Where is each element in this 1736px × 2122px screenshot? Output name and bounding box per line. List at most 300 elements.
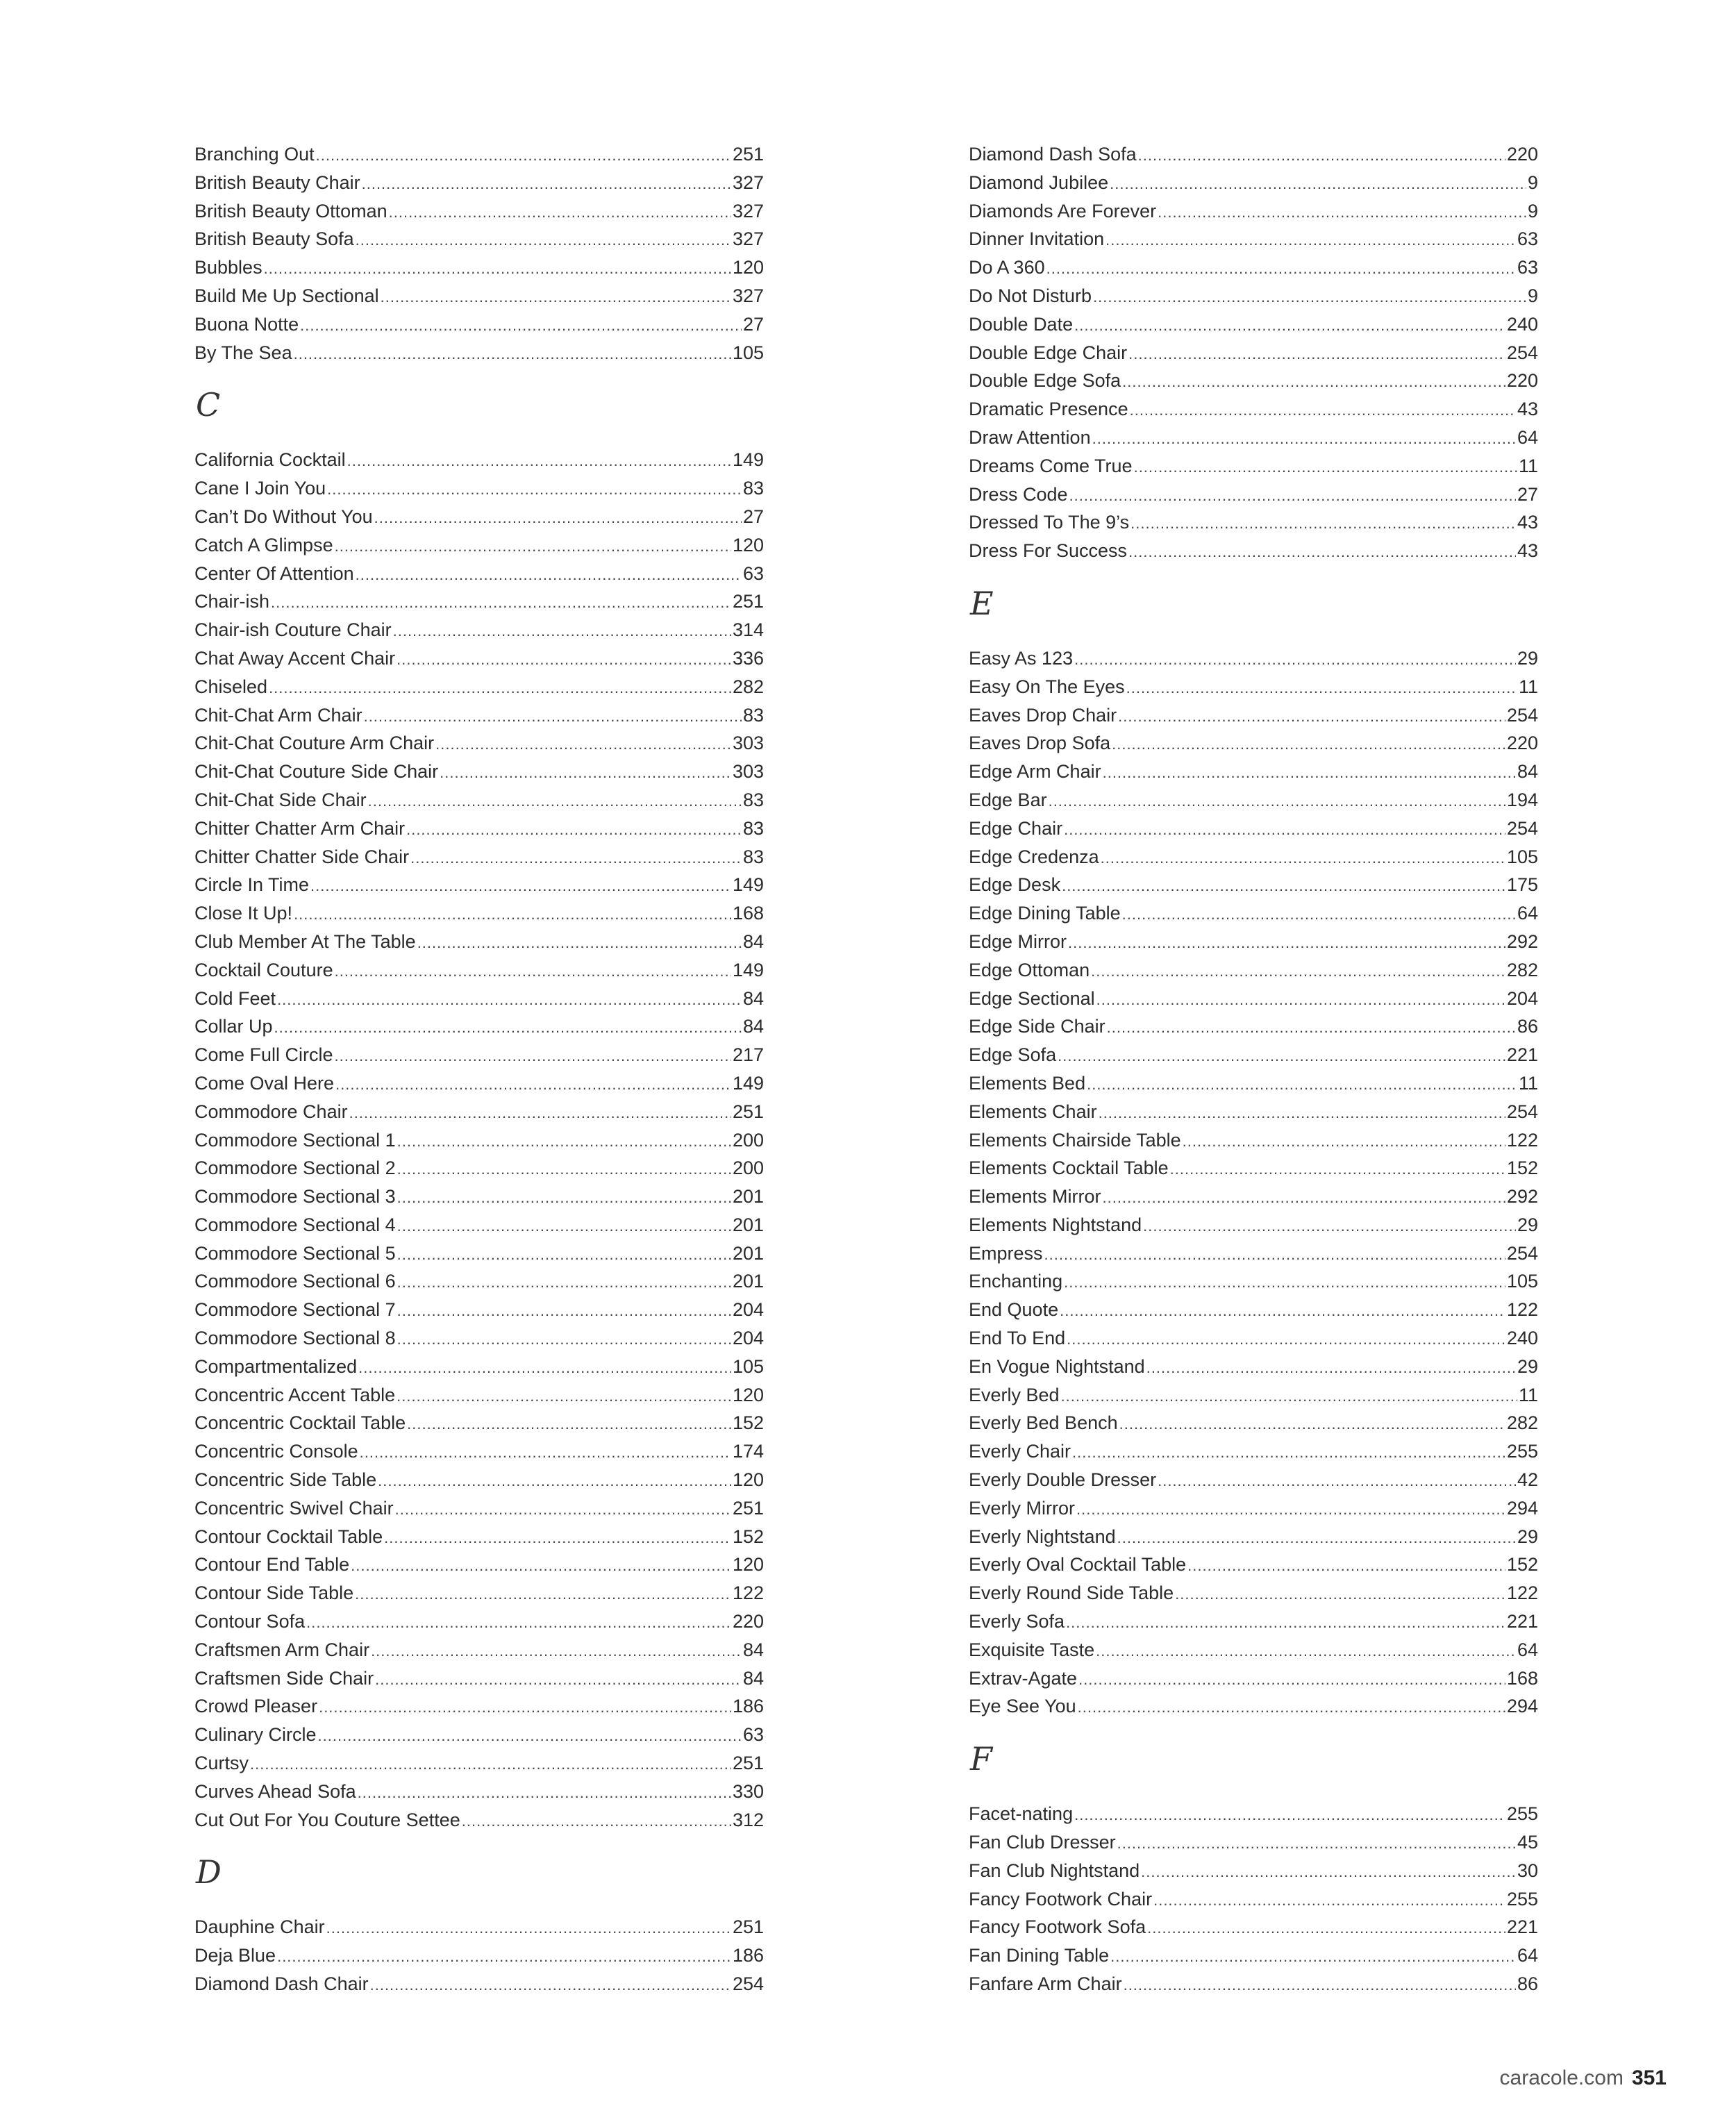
entry-page: 86	[1517, 1973, 1538, 1995]
entry-page: 84	[742, 1639, 764, 1660]
entry-page: 303	[732, 733, 764, 754]
dot-leader	[397, 1296, 731, 1324]
entry-title: British Beauty Chair	[194, 172, 360, 193]
entry-page: 314	[732, 619, 764, 641]
entry-page: 149	[732, 874, 764, 896]
entry-title: Chair-ish Couture Chair	[194, 619, 392, 641]
entry-title: Edge Side Chair	[969, 1016, 1105, 1037]
entry-title: Craftsmen Arm Chair	[194, 1639, 370, 1660]
dot-leader	[1101, 843, 1505, 871]
entry-title: Build Me Up Sectional	[194, 285, 379, 306]
index-column-right	[969, 140, 1538, 1998]
entry-page: 168	[732, 903, 764, 924]
entry-title: Cane I Join You	[194, 478, 326, 499]
entry-page: 27	[742, 313, 764, 335]
dot-leader	[347, 446, 731, 474]
dot-leader	[316, 140, 731, 169]
entry-page: 149	[732, 959, 764, 980]
entry-page: 255	[1506, 1441, 1538, 1462]
dot-leader	[335, 956, 731, 985]
index-entry	[969, 1381, 1538, 1410]
dot-leader	[397, 1267, 731, 1296]
index-entry	[969, 899, 1538, 928]
dot-leader	[440, 758, 731, 786]
entry-title: Diamond Jubilee	[969, 172, 1109, 193]
dot-leader	[269, 673, 731, 701]
entry-title: Everly Oval Cocktail Table	[969, 1554, 1187, 1576]
entry-title: Concentric Cocktail Table	[194, 1412, 406, 1434]
entry-title: Elements Chairside Table	[969, 1129, 1181, 1151]
entry-title: End Quote	[969, 1299, 1059, 1321]
entry-title: Commodore Sectional 7	[194, 1299, 396, 1321]
dot-leader	[306, 1607, 731, 1636]
entry-page: 221	[1506, 1916, 1538, 1938]
dot-leader	[294, 339, 731, 367]
index-entry	[969, 1098, 1538, 1126]
index-entry	[194, 1069, 764, 1098]
dot-leader	[1117, 1523, 1516, 1551]
index-entry	[969, 1324, 1538, 1353]
section-letter: F	[970, 1740, 992, 1778]
index-entry	[194, 1494, 764, 1523]
entry-title: Easy As 123	[969, 647, 1074, 669]
index-entry	[194, 1749, 764, 1778]
dot-leader	[274, 1012, 742, 1041]
dot-leader	[1078, 1664, 1505, 1693]
dot-leader	[1110, 1941, 1516, 1970]
dot-leader	[1124, 1970, 1516, 1998]
entry-page: 303	[732, 761, 764, 783]
index-entry	[969, 169, 1538, 197]
entry-page: 27	[742, 506, 764, 527]
index-entry	[969, 985, 1538, 1013]
dot-leader	[375, 1664, 742, 1693]
dot-leader	[1122, 899, 1516, 928]
entry-page: 204	[732, 1299, 764, 1321]
index-entry	[194, 1353, 764, 1381]
entry-page: 186	[732, 1696, 764, 1717]
entry-page: 200	[732, 1129, 764, 1151]
entry-page: 9	[1527, 285, 1538, 306]
dot-leader	[1091, 956, 1505, 985]
entry-title: Chit-Chat Couture Side Chair	[194, 761, 439, 783]
entry-title: Dreams Come True	[969, 455, 1133, 476]
entry-title: Edge Mirror	[969, 930, 1067, 952]
entry-page: 84	[742, 1016, 764, 1037]
dot-leader	[1147, 1913, 1505, 1941]
entry-title: Fancy Footwork Sofa	[969, 1916, 1146, 1938]
entry-page: 220	[1506, 144, 1538, 165]
dot-leader	[417, 928, 742, 956]
entry-page: 84	[1517, 761, 1538, 783]
dot-leader	[410, 843, 742, 871]
entry-page: 204	[732, 1328, 764, 1349]
entry-title: Chiseled	[194, 676, 268, 697]
dot-leader	[364, 701, 742, 730]
dot-leader	[1064, 1267, 1505, 1296]
entry-title: Edge Credenza	[969, 846, 1099, 867]
entry-title: Diamond Dash Sofa	[969, 144, 1137, 165]
entry-title: Commodore Sectional 3	[194, 1186, 396, 1208]
entry-page: 83	[742, 817, 764, 839]
entry-title: Elements Mirror	[969, 1186, 1101, 1208]
entry-title: Fan Dining Table	[969, 1945, 1110, 1966]
dot-leader	[1119, 1409, 1505, 1437]
entry-page: 292	[1506, 1186, 1538, 1208]
index-entry	[194, 1183, 764, 1211]
index-entry	[194, 1012, 764, 1041]
index-entry	[969, 1183, 1538, 1211]
index-entry	[969, 871, 1538, 899]
index-entry	[969, 1913, 1538, 1941]
entry-page: 251	[732, 144, 764, 165]
dot-leader	[1103, 758, 1516, 786]
entry-page: 63	[742, 562, 764, 584]
index-entry	[969, 508, 1538, 537]
entry-page: 254	[1506, 1242, 1538, 1264]
index-entry	[194, 1126, 764, 1155]
dot-leader	[355, 1579, 731, 1607]
index-entry	[194, 956, 764, 985]
dot-leader	[368, 786, 742, 814]
dot-leader	[397, 1154, 731, 1183]
dot-leader	[371, 1636, 742, 1664]
entry-title: Eaves Drop Sofa	[969, 733, 1111, 754]
dot-leader	[1170, 1154, 1505, 1183]
entry-page: 29	[1517, 1526, 1538, 1547]
index-entry	[194, 1041, 764, 1069]
entry-title: Edge Ottoman	[969, 959, 1090, 980]
index-entry	[969, 1636, 1538, 1664]
entry-page: 122	[1506, 1129, 1538, 1151]
entry-title: Contour Side Table	[194, 1582, 354, 1604]
entry-page: 240	[1506, 1328, 1538, 1349]
entry-title: Chit-Chat Arm Chair	[194, 704, 362, 726]
entry-page: 175	[1506, 874, 1538, 896]
index-entry	[194, 446, 764, 474]
dot-leader	[1146, 1353, 1516, 1381]
entry-page: 294	[1506, 1497, 1538, 1519]
dot-leader	[1072, 1437, 1505, 1466]
index-entry	[194, 1778, 764, 1806]
entry-title: Curtsy	[194, 1753, 249, 1774]
entry-page: 11	[1518, 455, 1538, 476]
entry-title: Extrav-Agate	[969, 1667, 1078, 1689]
entry-page: 220	[1506, 370, 1538, 392]
index-entry	[969, 1885, 1538, 1914]
entry-page: 149	[732, 449, 764, 471]
page-footer	[1500, 2066, 1667, 2090]
dot-leader	[1175, 1579, 1505, 1607]
entry-page: 254	[1506, 342, 1538, 363]
dot-leader	[1060, 1296, 1505, 1324]
entry-page: 42	[1517, 1469, 1538, 1491]
dot-leader	[264, 253, 731, 282]
entry-page: 204	[1506, 987, 1538, 1009]
index-entry	[194, 474, 764, 503]
index-entry	[194, 587, 764, 616]
entry-title: Concentric Console	[194, 1441, 358, 1462]
dot-leader	[1130, 508, 1516, 537]
dot-leader	[1138, 140, 1505, 169]
dot-leader	[349, 1098, 731, 1126]
entry-title: Exquisite Taste	[969, 1639, 1095, 1660]
dot-leader	[1062, 871, 1505, 899]
entry-page: 105	[1506, 1271, 1538, 1292]
dot-leader	[397, 644, 731, 673]
dot-leader	[1143, 1211, 1516, 1239]
index-entry	[969, 928, 1538, 956]
entry-page: 9	[1527, 172, 1538, 193]
index-entry	[194, 1607, 764, 1636]
entry-title: Catch A Glimpse	[194, 534, 333, 555]
entry-title: Can’t Do Without You	[194, 506, 373, 527]
entry-title: Everly Chair	[969, 1441, 1071, 1462]
entry-title: End To End	[969, 1328, 1066, 1349]
dot-leader	[397, 1239, 731, 1268]
entry-page: 255	[1506, 1888, 1538, 1910]
dot-leader	[381, 282, 731, 310]
entry-page: 43	[1517, 540, 1538, 562]
index-entry	[194, 899, 764, 928]
entry-page: 282	[1506, 1412, 1538, 1434]
entry-title: Empress	[969, 1242, 1043, 1264]
index-entry	[969, 1828, 1538, 1857]
index-entry	[194, 1970, 764, 1998]
entry-page: 83	[742, 789, 764, 810]
entry-page: 254	[1506, 1101, 1538, 1122]
entry-title: Double Edge Chair	[969, 342, 1128, 363]
index-entry	[194, 673, 764, 701]
entry-page: 251	[732, 1101, 764, 1122]
entry-page: 105	[1506, 846, 1538, 867]
entry-title: Elements Chair	[969, 1101, 1097, 1122]
entry-page: 294	[1506, 1696, 1538, 1717]
index-entry	[969, 1551, 1538, 1579]
index-entry	[969, 395, 1538, 424]
entry-page: 220	[732, 1611, 764, 1632]
entry-page: 152	[732, 1526, 764, 1547]
dot-leader	[1096, 985, 1505, 1013]
entry-title: Do A 360	[969, 257, 1045, 278]
entry-title: Chit-Chat Couture Arm Chair	[194, 733, 435, 754]
dot-leader	[1058, 1041, 1505, 1069]
entry-page: 292	[1506, 930, 1538, 952]
dot-leader	[384, 1523, 731, 1551]
entry-page: 63	[742, 1724, 764, 1746]
index-entry	[194, 616, 764, 644]
entry-page: 255	[1506, 1803, 1538, 1825]
index-entry	[194, 1551, 764, 1579]
dot-leader	[397, 1183, 731, 1211]
dot-leader	[1187, 1551, 1505, 1579]
entry-title: Commodore Sectional 4	[194, 1214, 396, 1235]
entry-title: Close It Up!	[194, 903, 293, 924]
index-entry	[194, 1664, 764, 1693]
dot-leader	[370, 1970, 731, 1998]
index-entry	[194, 758, 764, 786]
entry-title: Dress Code	[969, 483, 1068, 505]
index-entry	[194, 1296, 764, 1324]
index-entry	[969, 1267, 1538, 1296]
dot-leader	[1069, 481, 1516, 509]
entry-title: Enchanting	[969, 1271, 1063, 1292]
dot-leader	[1046, 253, 1516, 282]
index-column-left	[194, 140, 764, 1998]
index-entry	[194, 169, 764, 197]
dot-leader	[1076, 1494, 1505, 1523]
entry-title: Everly Mirror	[969, 1497, 1075, 1519]
entry-title: Do Not Disturb	[969, 285, 1092, 306]
index-entry	[969, 786, 1538, 814]
entry-title: Edge Chair	[969, 817, 1063, 839]
entry-page: 122	[1506, 1299, 1538, 1321]
entry-title: Eye See You	[969, 1696, 1076, 1717]
index-entry	[194, 1579, 764, 1607]
dot-leader	[1107, 1012, 1516, 1041]
dot-leader	[397, 1324, 731, 1353]
index-entry	[194, 282, 764, 310]
index-entry	[194, 1154, 764, 1183]
index-entry	[194, 140, 764, 169]
entry-title: Fancy Footwork Chair	[969, 1888, 1153, 1910]
index-entry	[969, 1579, 1538, 1607]
dot-leader	[250, 1749, 731, 1778]
index-entry	[969, 1353, 1538, 1381]
index-entry	[969, 1523, 1538, 1551]
entry-title: Collar Up	[194, 1016, 273, 1037]
index-entry	[969, 1664, 1538, 1693]
index-entry	[969, 1941, 1538, 1970]
entry-title: Chitter Chatter Arm Chair	[194, 817, 406, 839]
entry-page: 330	[732, 1780, 764, 1802]
entry-title: Dress For Success	[969, 540, 1128, 562]
entry-title: Chair-ish	[194, 591, 270, 612]
index-entry	[969, 1692, 1538, 1721]
index-entry	[969, 253, 1538, 282]
entry-title: Diamonds Are Forever	[969, 200, 1157, 222]
entry-title: Everly Bed	[969, 1384, 1060, 1405]
entry-title: Bubbles	[194, 257, 262, 278]
index-entry	[969, 339, 1538, 367]
section-letter: E	[970, 584, 994, 622]
dot-leader	[1067, 1324, 1505, 1353]
entry-title: Edge Sectional	[969, 987, 1095, 1009]
index-entry	[969, 1154, 1538, 1183]
index-entry	[194, 339, 764, 367]
index-entry	[194, 1437, 764, 1466]
dot-leader	[1044, 1239, 1505, 1268]
entry-page: 152	[1506, 1554, 1538, 1576]
dot-leader	[462, 1806, 731, 1835]
entry-title: Commodore Sectional 2	[194, 1158, 396, 1179]
entry-title: Commodore Chair	[194, 1101, 348, 1122]
index-entry	[194, 871, 764, 899]
index-entry	[969, 729, 1538, 758]
entry-title: En Vogue Nightstand	[969, 1355, 1145, 1377]
dot-leader	[1130, 395, 1516, 424]
entry-page: 30	[1517, 1860, 1538, 1881]
dot-leader	[1126, 673, 1517, 701]
dot-leader	[1093, 282, 1526, 310]
entry-page: 64	[1517, 426, 1538, 448]
footer-site: caracole.com	[1499, 2066, 1624, 2089]
index-entry	[969, 537, 1538, 565]
entry-title: Double Date	[969, 313, 1074, 335]
index-entry	[969, 956, 1538, 985]
entry-page: 63	[1517, 257, 1538, 278]
entry-title: Concentric Swivel Chair	[194, 1497, 394, 1519]
dot-leader	[356, 560, 742, 588]
dot-leader	[393, 616, 731, 644]
entry-page: 312	[732, 1809, 764, 1830]
entry-page: 83	[742, 704, 764, 726]
dot-leader	[1068, 928, 1505, 956]
index-entry	[969, 140, 1538, 169]
dot-leader	[294, 899, 731, 928]
dot-leader	[1066, 1607, 1505, 1636]
index-entry	[969, 701, 1538, 730]
entry-page: 122	[1506, 1582, 1538, 1604]
entry-title: Dramatic Presence	[969, 399, 1128, 420]
dot-leader	[319, 1692, 731, 1721]
index-entry	[969, 1494, 1538, 1523]
index-entry	[969, 1012, 1538, 1041]
entry-page: 120	[732, 534, 764, 555]
index-entry	[194, 1523, 764, 1551]
index-entry	[194, 928, 764, 956]
index-entry	[969, 1409, 1538, 1437]
entry-title: Commodore Sectional 5	[194, 1242, 396, 1264]
index-entry	[969, 1466, 1538, 1494]
index-entry	[194, 503, 764, 531]
dot-leader	[1074, 1800, 1505, 1828]
entry-title: Commodore Sectional 1	[194, 1129, 396, 1151]
entry-page: 43	[1517, 399, 1538, 420]
dot-leader	[1134, 452, 1517, 481]
index-entry	[194, 1267, 764, 1296]
index-entry	[194, 644, 764, 673]
entry-title: Commodore Sectional 6	[194, 1271, 396, 1292]
index-entry	[969, 452, 1538, 481]
index-entry	[194, 1381, 764, 1410]
dot-leader	[1092, 424, 1516, 452]
entry-page: 83	[742, 478, 764, 499]
entry-page: 29	[1517, 1355, 1538, 1377]
index-entry	[194, 701, 764, 730]
index-entry	[969, 644, 1538, 673]
dot-leader	[1118, 701, 1505, 730]
entry-page: 63	[1517, 228, 1538, 250]
entry-page: 122	[732, 1582, 764, 1604]
entry-title: California Cocktail	[194, 449, 346, 471]
index-entry	[969, 758, 1538, 786]
index-entry	[194, 1692, 764, 1721]
dot-leader	[271, 587, 731, 616]
entry-page: 186	[732, 1945, 764, 1966]
entry-title: Edge Dining Table	[969, 903, 1121, 924]
entry-title: Compartmentalized	[194, 1355, 358, 1377]
entry-title: Everly Sofa	[969, 1611, 1065, 1632]
index-entry	[194, 1409, 764, 1437]
entry-page: 11	[1518, 676, 1538, 697]
entry-page: 29	[1517, 1214, 1538, 1235]
dot-leader	[374, 503, 742, 531]
entry-title: Edge Bar	[969, 789, 1047, 810]
dot-leader	[378, 1466, 731, 1494]
index-entry	[969, 197, 1538, 226]
index-entry	[969, 843, 1538, 871]
